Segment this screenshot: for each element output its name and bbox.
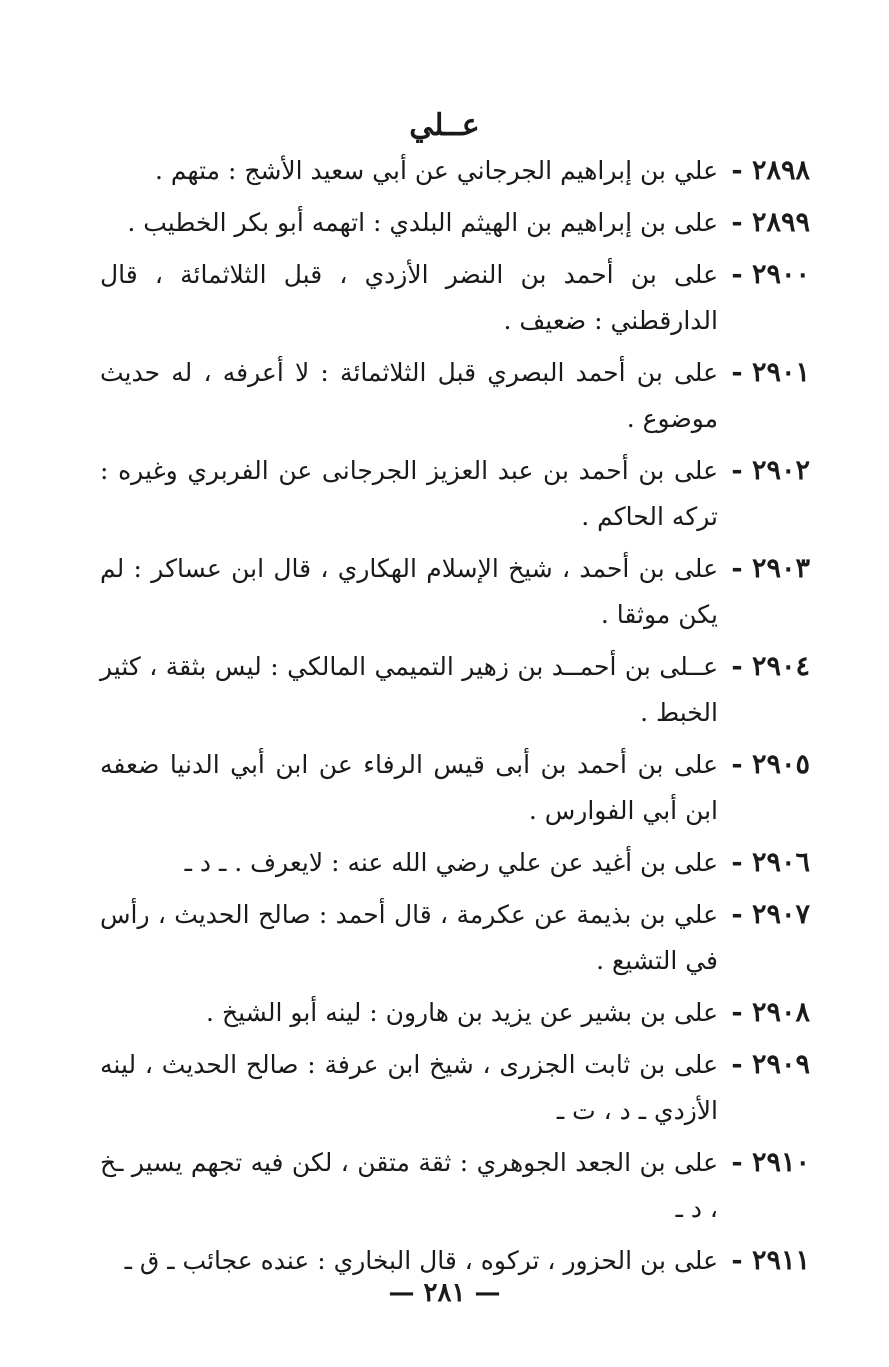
entry-number: ٢٩١١ - [731, 1245, 810, 1276]
entry-number: ٢٨٩٨ - [731, 155, 810, 186]
entry-text: على بن أحمد ، شيخ الإسلام الهكاري ، قال ابن عساكر : لم يكن موثقا . [100, 554, 718, 629]
entry-number: ٢٩٠١ - [731, 357, 810, 388]
entry-text: علي بن بذيمة عن عكرمة ، قال أحمد : صالح الحديث ، رأس في التشيع . [100, 900, 718, 975]
entry-item [100, 448, 810, 540]
page-number: — ٢٨١ — [388, 1278, 501, 1308]
entry-text: عــلى بن أحمــد بن زهير التميمي المالكي : ليس بثقة ، كثير الخبط . [100, 652, 718, 727]
entries-list [100, 148, 810, 1290]
entry-number: ٢٩١٠ - [731, 1147, 810, 1178]
entry-item [100, 644, 810, 736]
entry-number: ٢٩٠٩ - [731, 1049, 810, 1080]
entry-text: علي بن إبراهيم الجرجاني عن أبي سعيد الأشج : متهم . [155, 156, 718, 185]
entry-number: ٢٩٠٧ - [731, 899, 810, 930]
entry-item [100, 1140, 810, 1232]
entry-item [100, 546, 810, 638]
entry-number: ٢٨٩٩ - [731, 207, 810, 238]
entry-text: على بن أحمد بن أبى قيس الرفاء عن ابن أبي الدنيا ضعفه ابن أبي الفوارس . [100, 750, 718, 825]
entry-item [100, 1042, 810, 1134]
entry-number: ٢٩٠٦ - [731, 847, 810, 878]
entry-item [100, 148, 810, 194]
page-heading: عــلي [409, 108, 480, 143]
entry-item [100, 350, 810, 442]
entry-text: على بن أحمد بن النضر الأزدي ، قبل الثلاثمائة ، قال الدارقطني : ضعيف . [100, 260, 718, 335]
entry-item [100, 742, 810, 834]
entry-item [100, 990, 810, 1036]
entry-text: على بن الجعد الجوهري : ثقة متقن ، لكن فيه تجهم يسير ـخ ، د ـ [100, 1148, 718, 1223]
entry-item [100, 252, 810, 344]
entry-text: على بن الحزور ، تركوه ، قال البخاري : عنده عجائب ـ ق ـ [124, 1246, 718, 1275]
entry-text: على بن إبراهيم بن الهيثم البلدي : اتهمه أبو بكر الخطيب . [127, 208, 718, 237]
entry-item [100, 840, 810, 886]
entry-text: على بن أحمد البصري قبل الثلاثمائة : لا أعرفه ، له حديث موضوع . [100, 358, 718, 433]
entry-item [100, 892, 810, 984]
entry-number: ٢٩٠٤ - [731, 651, 810, 682]
entry-text: على بن أغيد عن علي رضي الله عنه : لايعرف . ـ د ـ [184, 848, 718, 877]
entry-number: ٢٩٠٣ - [731, 553, 810, 584]
entry-text: على بن ثابت الجزرى ، شيخ ابن عرفة : صالح الحديث ، لينه الأزدي ـ د ، ت ـ [100, 1050, 718, 1125]
entry-number: ٢٩٠٠ - [731, 259, 810, 290]
entry-text: على بن بشير عن يزيد بن هارون : لينه أبو الشيخ . [206, 998, 718, 1027]
entry-number: ٢٩٠٨ - [731, 997, 810, 1028]
entry-number: ٢٩٠٢ - [731, 455, 810, 486]
entry-item [100, 200, 810, 246]
entry-number: ٢٩٠٥ - [731, 749, 810, 780]
entry-text: على بن أحمد بن عبد العزيز الجرجانى عن الفربري وغيره : تركه الحاكم . [100, 456, 718, 531]
